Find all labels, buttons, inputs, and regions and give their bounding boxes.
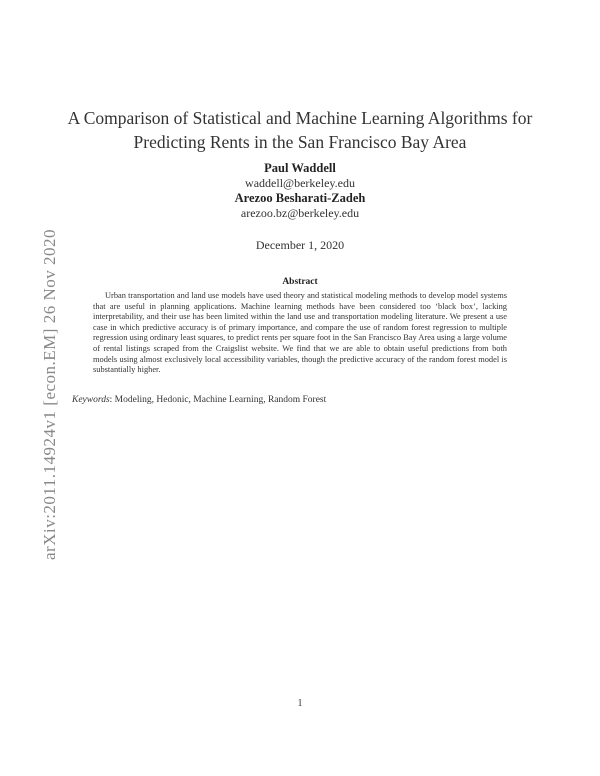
keywords xyxy=(72,395,532,405)
paper-title: A Comparison of Statistical and Machine Learning Algorithms for Predicting Rents in the San Francisco Bay Area xyxy=(67,108,533,152)
author-name: Arezoo Besharati-Zadeh xyxy=(234,191,366,205)
arxiv-identifier: arXiv:2011.14924v1 [econ.EM] 26 Nov 2020 xyxy=(40,229,59,560)
author-email: arezoo.bz@berkeley.edu xyxy=(240,206,360,220)
keywords-text: : Modeling, Hedonic, Machine Learning, Random Forest xyxy=(109,395,327,405)
author-email: waddell@berkeley.edu xyxy=(245,176,355,190)
abstract-text: Urban transportation and land use models have used theory and statistical modeling methods to develop model systems that are useful in planning applications. Machine learning methods have been considered too ‘black box’, lacking interpretability, and their use has been limited within the land use and transportation modeling literature. We present a use case in which predictive accuracy is of primary importance, and compare the use of random forest regression to multiple regression using ordinary least squares, to predict rents per square foot in the San Francisco Bay Area using a large volume of rental listings scraped from the Craigslist website. We find that we are able to obtain useful predictions from both models using almost exclusively local accessibility variables, though the predictive accuracy of the random forest model is substantially higher. xyxy=(93,291,507,375)
page-number: 1 xyxy=(297,698,303,709)
author-block xyxy=(100,160,500,220)
keywords-label: Keywords xyxy=(72,395,110,405)
paper-date: December 1, 2020 xyxy=(255,238,345,252)
author-name: Paul Waddell xyxy=(264,161,336,175)
abstract-heading: Abstract xyxy=(282,277,318,287)
